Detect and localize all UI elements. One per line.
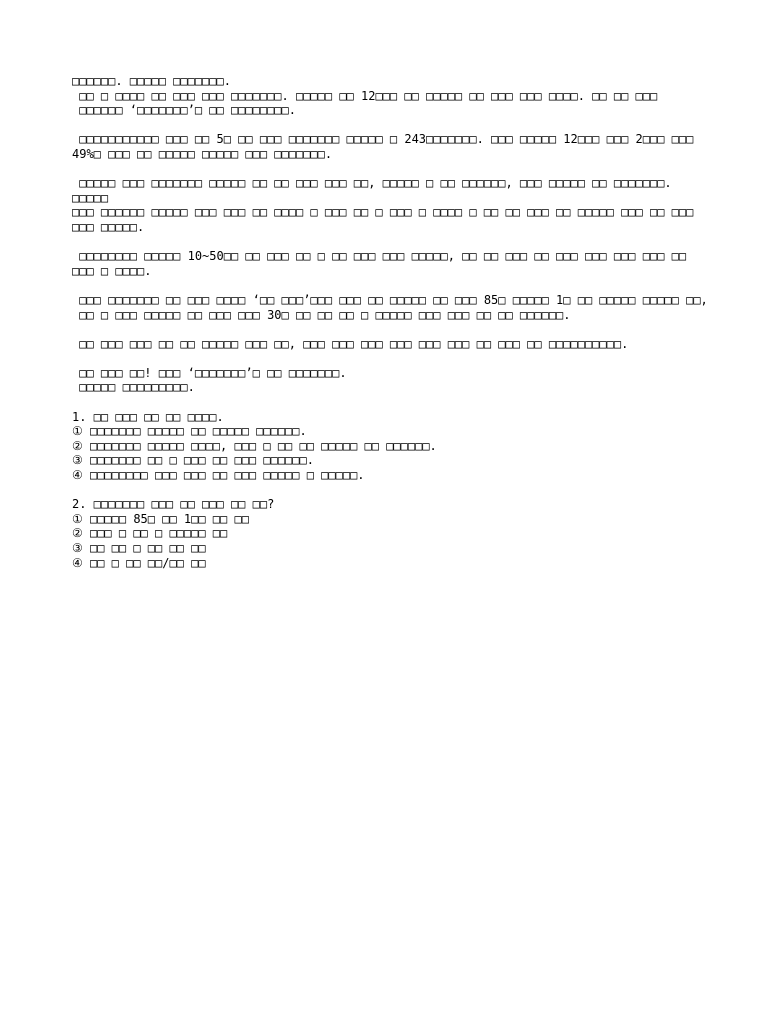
paragraph-1-line-2: □□ □ □□□□ □□ □□□ □□□ □□□□□□□. □□□□□ □□ 12□□□ □□ □□□□□ □□ □□□ □□□ □□□□. □□ □□ □□□ <box>72 88 658 103</box>
paragraph-4-line-2: □□□ □ □□□□. <box>72 263 152 278</box>
question-1-option-1: ① □□□□□□□ □□□□□ □□ □□□□□ □□□□□□. <box>72 424 307 439</box>
question-1-title: 1. □□ □□□ □□ □□ □□□□. <box>72 409 224 424</box>
paragraph-7-line-2: □□□□□ □□□□□□□□□. <box>72 380 195 395</box>
paragraph-2-line-2: 49%□ □□□ □□ □□□□□ □□□□□ □□□ □□□□□□□. <box>72 146 333 161</box>
question-2 <box>72 497 712 570</box>
paragraph-1-line-1: □□□□□□. □□□□□ □□□□□□□. <box>72 74 231 88</box>
question-2-option-3: ③ □□ □□ □ □□ □□ □□ <box>72 541 206 555</box>
paragraph-5-line-2: □□ □ □□□ □□□□□ □□ □□□ □□□ 30□ □□ □□ □□ □ □□□□□ □□□ □□□ □□ □□ □□□□□□. <box>72 307 571 322</box>
paragraph-3-line-3: □□□ □□□□□. <box>72 219 145 234</box>
question-1-option-2: ② □□□□□□□ □□□□□ □□□□, □□□ □ □□ □□ □□□□□ □□ □□□□□□. <box>72 438 437 453</box>
paragraph-5-line-1: □□□ □□□□□□□ □□ □□□ □□□□ ‘□□ □□□’□□□ □□□ □□ □□□□□ □□ □□□ 85□ □□□□□ 1□ □□ □□□□□ □□□□□ □□, <box>72 292 708 307</box>
question-1-option-3: ③ □□□□□□□ □□ □ □□□ □□ □□□ □□□□□□. <box>72 453 314 468</box>
paragraph-3-line-2: □□□ □□□□□□ □□□□□ □□□ □□□ □□ □□□□ □ □□□ □□ □ □□□ □ □□□□ □ □□ □□ □□□ □□ □□□□□ □□□ □□ □□□ <box>72 205 694 220</box>
paragraph-6-line-1: □□ □□□ □□□ □□ □□ □□□□□ □□□ □□, □□□ □□□ □□□ □□□ □□□ □□□ □□ □□□ □□ □□□□□□□□□□. <box>72 336 629 351</box>
paragraph-7-line-1: □□ □□□ □□! □□□ ‘□□□□□□□’□ □□ □□□□□□□. <box>72 365 347 380</box>
paragraph-3-line-1: □□□□□ □□□ □□□□□□□ □□□□□ □□ □□ □□□ □□□ □□, □□□□□ □ □□ □□□□□□, □□□ □□□□□ □□ □□□□□□□. □□□□□ <box>72 176 679 205</box>
question-2-option-2: ② □□□ □ □□ □ □□□□□ □□ <box>72 526 228 541</box>
question-2-option-4: ④ □□ □ □□ □□/□□ □□ <box>72 555 206 570</box>
paragraph-1-line-3: □□□□□□ ‘□□□□□□□’□ □□ □□□□□□□□. <box>72 103 296 118</box>
question-2-option-1: ① □□□□□ 85□ □□ 1□□ □□ □□ <box>72 511 249 526</box>
paragraph-4-line-1: □□□□□□□□ □□□□□ 10~50□□ □□ □□□ □□ □ □□ □□□ □□□ □□□□□, □□ □□ □□□ □□ □□□ □□□ □□□ □□□ □□ <box>72 249 687 264</box>
document-page <box>72 74 712 570</box>
question-1 <box>72 410 712 483</box>
question-2-title: 2. □□□□□□□ □□□ □□ □□□ □□ □□? <box>72 497 275 512</box>
paragraph-2-line-1: □□□□□□□□□□□ □□□ □□ 5□ □□ □□□ □□□□□□□ □□□□□ □ 243□□□□□□□. □□□ □□□□□ 12□□□ □□□ 2□□□ □□□ <box>72 132 694 147</box>
question-1-option-4: ④ □□□□□□□□ □□□ □□□ □□ □□□ □□□□□ □ □□□□□. <box>72 468 365 483</box>
